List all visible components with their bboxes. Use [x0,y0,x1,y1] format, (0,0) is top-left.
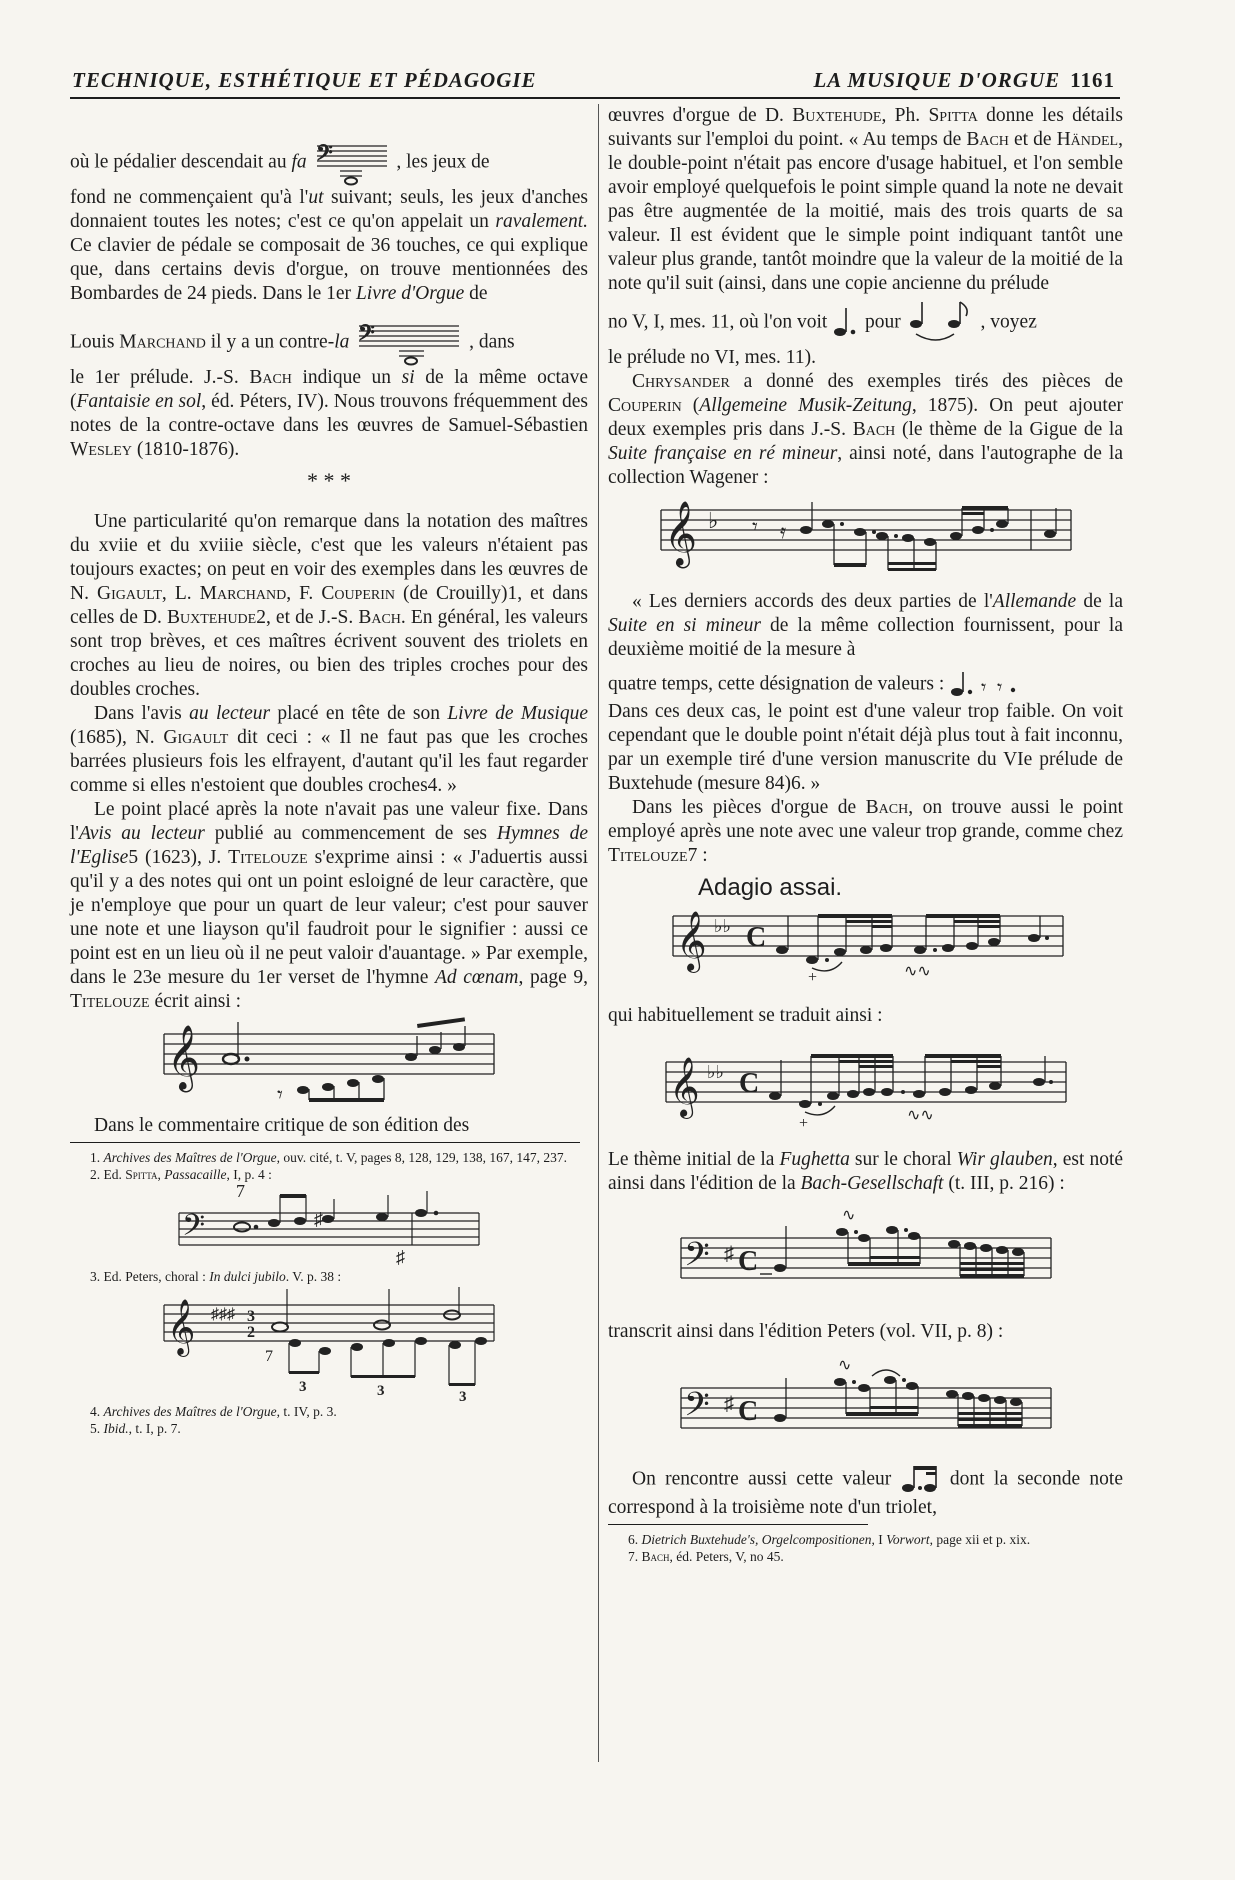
text-smallcaps: Buxtehude [167,607,257,628]
text: 4. [90,1404,104,1419]
svg-text:3: 3 [247,1308,255,1325]
text: et de [1008,129,1057,150]
text-italic: Livre d'Orgue [355,283,465,304]
text-italic: Allgemeine Musik-Zeitung [699,395,912,416]
paragraph-r4 [608,590,1123,662]
text: , voyez [980,311,1037,333]
text: donne les détails suivants sur l'emploi du point. « Au temps de [608,105,1123,150]
text: de [464,283,488,304]
svg-text:♯: ♯ [723,1243,734,1265]
text-italic: Dietrich Buxtehude's, Orgelcompositionen [641,1532,872,1547]
music-example-passacaille [174,1183,484,1268]
text: , page 9, [518,967,588,988]
text: écrit ainsi : [149,991,242,1012]
svg-text:2: 2 [247,1324,255,1341]
text: dont la seconde note correspond à la troisième note d'un triolet, [608,1468,1124,1518]
svg-text:3: 3 [377,1383,385,1399]
text: Dans l'avis [94,703,190,724]
bass-clef-contre-la-figure [354,320,464,366]
text: , Ph. [881,105,929,126]
svg-text:∿: ∿ [837,1357,851,1374]
text-smallcaps: Couperin [321,583,396,604]
text-italic: ravalement. [495,211,588,232]
music-example-fughetta-peters [676,1354,1056,1454]
footnote-3 [90,1268,588,1285]
text-italic: si [401,367,415,388]
header-right-title: LA MUSIQUE D'ORGUE [813,68,1061,92]
text-italic: Allemande [992,591,1077,612]
svg-text:𝄢: 𝄢 [358,321,375,350]
text: fond ne commençaient qu'à l' [70,187,309,208]
text: , [157,1167,165,1182]
text: s'exprime ainsi : « J'aduertis aussi qu'il y a des notes qui ont un point esloigné de leur caractère, que je n'employe que pour un quart de leur valeur; c'est pour sauver une note et une liayson qu'il faudroit pour le signifier : aussi ce point est en un lieu où il ne peut valoir d'auantage. » Par exemple, dans le 23e mesure du 1er verset de l'hymne [70,847,588,988]
text: où le pédalier descendait au [70,151,287,173]
paragraph-2-first-line [70,320,588,366]
svg-text:C: C [738,1068,759,1099]
text-italic: Archives des Maîtres de l'Orgue [103,1150,277,1165]
text: (1810-1876). [131,439,240,460]
svg-text:3: 3 [459,1389,467,1403]
svg-text:♭: ♭ [707,508,718,533]
music-example-gigue-wagener [656,490,1076,590]
text-smallcaps: Händel [1056,129,1119,150]
svg-text:𝄢: 𝄢 [182,1209,206,1249]
svg-text:𝄞: 𝄞 [676,913,707,970]
text-italic: fa [291,151,307,173]
text-italic: Vorwort [886,1532,930,1547]
text-smallcaps: Titelouze [608,845,688,866]
text: (1685), N. [70,727,164,748]
footnotes-right [608,1531,1123,1565]
svg-text:∿∿: ∿∿ [906,1107,934,1124]
text-smallcaps: Bach [358,607,401,628]
text-italic: Passacaille [164,1167,227,1182]
paragraph-r7 [608,1148,1123,1196]
music-example-fughetta-bach-gesellschaft [676,1208,1056,1304]
text: œuvres d'orgue de D. [608,105,793,126]
text-smallcaps: Marchand [119,331,206,353]
text-italic: Wir glauben [956,1149,1053,1170]
page-number: 1161 [1070,68,1115,92]
svg-text:♭♭: ♭♭ [706,1062,724,1082]
text: , éd. Péters, IV). Nous trouvons fréquemment des notes de la contre-octave dans les œuvres de Samuel-Sébastien [70,391,588,436]
tied-quarter-eighth-figure [906,300,976,346]
svg-text:7: 7 [236,1183,245,1201]
text-italic: Ad cœnam [435,967,519,988]
text-smallcaps: Buxtehude [792,105,882,126]
text: . En général, les valeurs sont trop brèves, et ces maîtres écrivent souvent des triolets en croches au lieu de noires, ou bien des triples croches pour des doubles croches. [70,607,588,700]
text: (t. III, p. 216) : [943,1173,1065,1194]
footnote-6 [628,1531,1123,1548]
svg-text:∿: ∿ [841,1208,855,1224]
text: , t. I, p. 7. [128,1421,181,1436]
text: de la [1076,591,1123,612]
text: a donné des exemples tirés des pièces de [729,371,1123,392]
footnote-2 [90,1166,588,1183]
text: il y a un contre- [205,331,335,353]
svg-text:𝄞: 𝄞 [668,1059,700,1116]
footnote-1 [90,1149,588,1166]
text-smallcaps: Bach [966,129,1009,150]
text-smallcaps: Spitta [125,1167,158,1182]
text: , on trouve aussi le point employé après une note avec une valeur trop grande, comme chez [608,797,1123,842]
text-smallcaps: Bach [249,367,292,388]
footnote-4 [90,1403,588,1420]
text: , ainsi noté, dans l'autographe de la collection Wagener : [608,443,1123,488]
text-italic: Hymnes de l'Eglise [70,823,588,868]
text: pour [865,311,901,333]
text-smallcaps: Titelouze [70,991,150,1012]
text: , 1875). On peut ajouter deux exemples pris dans J.-S. [608,395,1123,440]
svg-text:C: C [746,922,767,953]
music-example-titelouze [159,1014,499,1114]
text: , I, p. 4 : [226,1167,272,1182]
text: Ce clavier de pédale se composait de 36 touches, ce qui explique que, dans certains devis d'orgue, on trouve mentionnées des Bombardes de 24 pieds. Dans le 1er [70,235,588,304]
text-italic: Ibid. [103,1421,129,1436]
paragraph-1 [70,186,588,306]
text-italic: la [334,331,350,353]
paragraph-r4-line [608,670,1123,700]
text: quatre temps, cette désignation de valeurs : [608,673,945,695]
text: de la même collection fournissent, pour la deuxième moitié de la mesure à [608,615,1123,660]
svg-text:𝄞: 𝄞 [167,1027,201,1089]
text: Dans les pièces d'orgue de [632,797,866,818]
text: , F. [286,583,322,604]
svg-text:𝄾: 𝄾 [751,514,758,539]
paragraph-1-first-line [70,140,588,186]
paragraph-r6: qui habituellement se traduit ainsi : [608,1005,883,1026]
text: 7 : [687,845,708,866]
text: , le double-point n'était pas encore d'usage habituel, et l'on semble avoir employé quelquefois le point simple quand la note ne devait pas être augmentée de la moitié, mais des trois quarts de sa valeur. Il est évident que le simple point indiquant tantôt une valeur plus grande, tantôt moindre que la valeur de la moitié de la note qu'il suit (ainsi, dans une copie ancienne du prélude [608,129,1123,294]
text: , page xii et p. xix. [929,1532,1031,1547]
dotted-quarter-note-figure [832,306,860,340]
text: no V, I, mes. 11, où l'on voit [608,311,828,333]
left-column [70,104,588,1437]
text: sur le choral [849,1149,957,1170]
text: 5. [90,1421,104,1436]
svg-text:𝄢: 𝄢 [315,141,333,170]
footnote-rule [70,1142,580,1143]
text-italic: Avis au lecteur [78,823,205,844]
paragraph-6: Dans le commentaire critique de son édition des [94,1115,470,1136]
svg-text:𝄿: 𝄿 [779,521,786,543]
text: , L. [161,583,200,604]
svg-text:𝄞: 𝄞 [167,1301,196,1354]
svg-text:+: + [798,1115,808,1132]
running-header [70,68,1115,98]
text: (de Crouilly)1, et dans celles de D. [70,583,588,628]
text: 3. Ed. Peters, choral : [90,1269,210,1284]
text-italic: Bach-Gesellschaft [800,1173,944,1194]
paragraph-3 [70,510,588,702]
header-rule [70,97,1120,99]
svg-text:C: C [737,1246,758,1277]
text: , t. IV, p. 3. [276,1404,337,1419]
svg-text:𝄢: 𝄢 [683,1236,710,1281]
text: de la même octave ( [70,367,588,412]
column-divider [598,104,599,1762]
svg-text:𝄾: 𝄾 [997,677,1003,699]
text-smallcaps: Wesley [70,439,132,460]
dotted-eighth-sixteenth-figure [901,1464,941,1496]
text-smallcaps: Marchand [199,583,287,604]
paragraph-r2-end: le prélude no VI, mes. 11). [608,347,816,368]
svg-text:∿∿: ∿∿ [904,963,931,980]
text-italic: Suite française en ré mineur [608,443,838,464]
header-right [813,68,1115,93]
text: Une particularité qu'on remarque dans la notation des maîtres du xviie et du xviiie siècle, c'est que les valeurs n'étaient pas toujours exactes; on peut en voir des exemples dans les œuvres de N. [70,511,588,604]
paragraph-r4-end: Dans ces deux cas, le point est d'une valeur trop faible. On voit cependant que le double point n'était déjà plus tout à fait inconnu, par un exemple tiré d'une version manuscrite du VIe prélude de Buxtehude (mesure 84)6. » [608,701,1123,794]
section-separator: * * * [307,468,351,493]
text-smallcaps: Bach [852,419,896,440]
text: « Les derniers accords des deux parties de l' [632,591,993,612]
text-smallcaps: Couperin [608,395,682,416]
text: , est noté ainsi dans l'édition de la [608,1149,1124,1194]
text: (le thème de la Gigue de la [895,419,1124,440]
text-smallcaps: Chrysander [632,371,730,392]
text-italic: In dulci jubilo [209,1269,286,1284]
footnote-5 [90,1420,588,1437]
svg-text:𝄾: 𝄾 [277,1082,283,1107]
text-smallcaps: Titelouze [228,847,308,868]
text: Le point placé après la note n'avait pas une valeur fixe. Dans l' [70,799,588,844]
text: . V. p. 38 : [285,1269,342,1284]
svg-text:♯: ♯ [723,1393,734,1415]
dotted-values-figure [949,670,1019,700]
text-smallcaps: Gigault [97,583,162,604]
paragraph-r9 [608,1464,1123,1520]
header-left-title: TECHNIQUE, ESTHÉTIQUE ET PÉDAGOGIE [72,68,537,92]
paragraph-r2-line [608,300,1123,346]
text-italic: ut [308,187,324,208]
music-example-adagio [608,868,1123,990]
text-smallcaps: Spitta [928,105,978,126]
footnote-7 [628,1548,1123,1565]
paragraph-r5 [608,796,1123,868]
svg-text:3: 3 [299,1379,307,1395]
text: 6. [628,1532,642,1547]
text: , les jeux de [396,151,490,173]
footnote-rule-right [608,1524,868,1525]
text: Louis [70,331,120,353]
svg-text:♯: ♯ [314,1209,323,1229]
text: 1. [90,1150,104,1165]
paragraph-2 [70,366,588,462]
text: , dans [469,331,515,353]
svg-text:𝄾: 𝄾 [981,677,987,699]
text: placé en tête de son [270,703,448,724]
text: 2, et de J.-S. [256,607,359,628]
svg-text:+: + [808,969,818,986]
text: indique un [291,367,402,388]
svg-text:♯♯♯: ♯♯♯ [211,1306,235,1323]
text: dit ceci : « Il ne faut pas que les croches barrées plusieurs fois les elfrayent, d'autant qu'il les faut regarder comme si elles n'estoient que doubles croches4. » [70,727,588,796]
text-italic: Fantaisie en sol [76,391,202,412]
music-example-translation [661,1038,1071,1138]
text: le 1er prélude. J.-S. [70,367,250,388]
text-smallcaps: Gigault [163,727,229,748]
text-italic: Livre de Musique [447,703,589,724]
paragraph-5 [70,798,588,1014]
text: On rencontre aussi cette valeur [632,1468,892,1490]
text: , ouv. cité, t. V, pages 8, 128, 129, 138, 167, 147, 237. [276,1150,567,1165]
bass-clef-low-note-figure [312,140,392,186]
text: 5 (1623), J. [128,847,229,868]
text-italic: Fughetta [779,1149,850,1170]
footnotes-left [70,1149,588,1437]
paragraph-r3 [608,370,1123,490]
adagio-staff [668,902,1068,990]
text-italic: Suite en si mineur [608,615,761,636]
text: suivant; seuls, les jeux d'anches donnaient toutes les notes; c'est ce qu'on appelait un [70,187,588,232]
right-column [608,104,1123,1565]
paragraph-r8: transcrit ainsi dans l'édition Peters (vol. VII, p. 8) : [608,1321,1004,1342]
text-italic: au lecteur [189,703,271,724]
text: 7. [628,1549,642,1564]
text: 2. Ed. [90,1167,126,1182]
svg-text:♯: ♯ [396,1247,405,1267]
tempo-marking: Adagio assai. [698,874,843,901]
paragraph-4 [70,702,588,798]
text: ( [681,395,700,416]
svg-text:𝄢: 𝄢 [683,1386,710,1431]
text-smallcaps: Bach [865,797,909,818]
text-smallcaps: Bach [641,1549,670,1564]
svg-text:7: 7 [265,1348,273,1365]
svg-text:𝄞: 𝄞 [663,503,697,565]
text: , I [871,1532,887,1547]
text: Le thème initial de la [608,1149,780,1170]
paragraph-r1 [608,104,1123,296]
text: , éd. Peters, V, no 45. [669,1549,784,1564]
svg-text:♭♭: ♭♭ [714,916,731,936]
music-example-in-dulci-jubilo [159,1285,499,1403]
svg-text:C: C [737,1396,758,1427]
text-italic: Archives des Maîtres de l'Orgue [103,1404,277,1419]
text: publié au commencement de ses [204,823,497,844]
